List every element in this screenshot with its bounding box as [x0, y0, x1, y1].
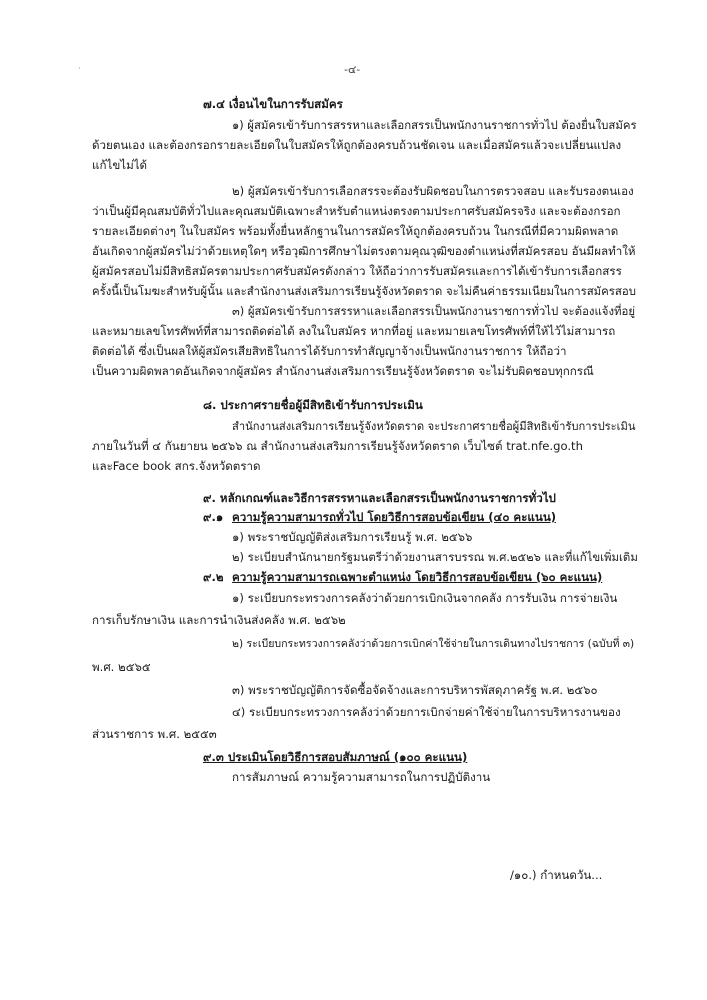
- sec-9-2-item2-line2: พ.ศ. ๒๕๖๕: [92, 660, 151, 674]
- sec-7-4-item3-line4: เป็นความผิดพลาดอันเกิดจากผู้สมัคร สำนักงานส่งเสริมการเรียนรู้จังหวัดตราด จะไม่รับผิดชอบทุกกรณี: [92, 364, 594, 378]
- sec-8-line1: สำนักงานส่งเสริมการเรียนรู้จังหวัดตราด จะประกาศรายชื่อผู้มีสิทธิเข้ารับการประเมิน: [232, 420, 636, 433]
- sec-8-line2: ภายในวันที่ ๔ กันยายน ๒๕๖๖ ณ สำนักงานส่งเสริมการเรียนรู้จังหวัดตราด เว็บไซต์ trat.nfe.go.th: [92, 439, 583, 453]
- sec-9-1-item1: ๑) พระราชบัญญัติส่งเสริมการเรียนรู้ พ.ศ. ๒๕๖๖: [232, 530, 473, 544]
- sec-9-3-title: ๙.๓ ประเมินโดยวิธีการสอบสัมภาษณ์ (๑๐๐ คะแนน): [203, 750, 468, 764]
- sec-9-2-item4-line2: ส่วนราชการ พ.ศ. ๒๕๕๓: [92, 727, 217, 741]
- sec-7-4-item3-line3: ติดต่อได้ ซึ่งเป็นผลให้ผู้สมัครเสียสิทธิในการได้รับการทำสัญญาจ้างเป็นพนักงานราชการ ให้ถือว่า: [92, 344, 567, 358]
- sec-9-2-item3: ๓) พระราชบัญญัติการจัดซื้อจัดจ้างและการบริหารพัสดุภาครัฐ พ.ศ. ๒๕๖๐: [232, 683, 598, 697]
- sec-9-2-item1-line2: การเก็บรักษาเงิน และการนำเงินส่งคลัง พ.ศ. ๒๕๖๒: [92, 613, 346, 627]
- sec-9-3-line: การสัมภาษณ์ ความรู้ความสามารถในการปฏิบัติงาน: [232, 770, 491, 784]
- sec-7-4-item2-line5: ผู้สมัครสอบไม่มีสิทธิสมัครตามประกาศรับสมัครดังกล่าว ให้ถือว่าการรับสมัครและการได้เข้ารับการเลือกสรร: [92, 264, 622, 278]
- sec-9-2-item2-line1: ๒) ระเบียบกระทรวงการคลังว่าด้วยการเบิกค่าใช้จ่ายในการเดินทางไปราชการ (ฉบับที่ ๓): [232, 638, 635, 650]
- section-8-heading: ๘. ประกาศรายชื่อผู้มีสิทธิเข้ารับการประเมิน: [203, 398, 423, 412]
- sec-7-4-item2-line3: รายละเอียดต่างๆ ในใบสมัคร พร้อมทั้งยื่นหลักฐานในการสมัครให้ถูกต้องครบถ้วน ในกรณีที่มีความผิดพลาด: [92, 224, 619, 238]
- sec-9-1-item2: ๒) ระเบียบสำนักนายกรัฐมนตรีว่าด้วยงานสารบรรณ พ.ศ.๒๕๒๖ และที่แก้ไขเพิ่มเติม: [232, 550, 638, 564]
- sec-7-4-item2-line4: อันเกิดจากผู้สมัครไม่ว่าด้วยเหตุใดๆ หรือวุฒิการศึกษาไม่ตรงตามคุณวุฒิของตำแหน่งที่สมัครสอบ อันมีผลทำให้: [92, 244, 636, 258]
- sec-7-4-item1-line1: ๑) ผู้สมัครเข้ารับการสรรหาและเลือกสรรเป็นพนักงานราชการทั่วไป ต้องยื่นใบสมัคร: [232, 118, 637, 132]
- sec-7-4-item2-line2: ว่าเป็นผู้มีคุณสมบัติทั่วไปและคุณสมบัติเฉพาะสำหรับตำแหน่งตรงตามประกาศรับสมัครจริง และจะต้องกรอก: [92, 204, 621, 218]
- sec-7-4-item3-line2: และหมายเลขโทรศัพท์ที่สามารถติดต่อได้ ลงในใบสมัคร หากที่อยู่ และหมายเลขโทรศัพท์ที่ให้ไว้ไม่สามารถ: [92, 324, 616, 338]
- sec-7-4-item2-line1: ๒) ผู้สมัครเข้ารับการเลือกสรรจะต้องรับผิดชอบในการตรวจสอบ และรับรองตนเอง: [232, 184, 634, 198]
- sec-7-4-item1-line2: ด้วยตนเอง และต้องกรอกรายละเอียดในใบสมัครให้ถูกต้องครบถ้วนชัดเจน และเมื่อสมัครแล้วจะเปลี่ยนแปลง: [92, 138, 622, 152]
- sec-7-4-item2-line6: ครั้งนี้เป็นโมฆะสำหรับผู้นั้น และสำนักงานส่งเสริมการเรียนรู้จังหวัดตราด จะไม่คืนค่าธรรมเนียมในการสมัครสอบ: [92, 284, 636, 298]
- sec-9-2-title: ความรู้ความสามารถเฉพาะตำแหน่ง โดยวิธีการสอบข้อเขียน (๖๐ คะแนน): [232, 570, 603, 584]
- continuation-note: /๑๐.) กำหนดวัน...: [510, 868, 603, 882]
- section-7-4-heading: ๗.๔ เงื่อนไขในการรับสมัคร: [203, 97, 343, 111]
- sec-9-1-number: ๙.๑: [203, 510, 224, 524]
- sec-8-line3: และFace book สกร.จังหวัดตราด: [92, 459, 261, 473]
- section-9-heading: ๙. หลักเกณฑ์และวิธีการสรรหาและเลือกสรรเป็นพนักงานราชการทั่วไป: [203, 491, 556, 505]
- punch-mark: ·: [78, 64, 81, 74]
- sec-9-2-item1-line1: ๑) ระเบียบกระทรวงการคลังว่าด้วยการเบิกเงินจากคลัง การรับเงิน การจ่ายเงิน: [232, 591, 618, 605]
- page-number: -๔-: [344, 63, 361, 76]
- sec-9-2-item4-line1: ๔) ระเบียบกระทรวงการคลังว่าด้วยการเบิกจ่ายค่าใช้จ่ายในการบริหารงานของ: [232, 705, 621, 719]
- sec-9-1-title: ความรู้ความสามารถทั่วไป โดยวิธีการสอบข้อเขียน (๔๐ คะแนน): [232, 510, 557, 524]
- sec-7-4-item3-line1: ๓) ผู้สมัครเข้ารับการสรรหาและเลือกสรรเป็นพนักงานราชการทั่วไป จะต้องแจ้งที่อยู่: [232, 304, 636, 318]
- sec-9-2-number: ๙.๒: [203, 570, 224, 584]
- sec-7-4-item1-line3: แก้ไขไม่ได้: [92, 158, 148, 172]
